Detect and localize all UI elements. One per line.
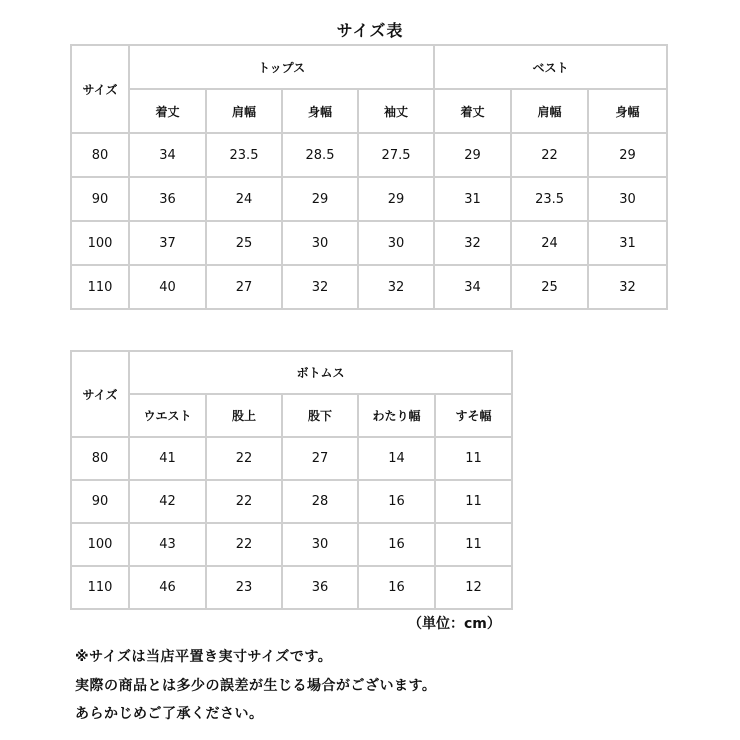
table-cell: 42 xyxy=(129,480,206,523)
size-cell: 90 xyxy=(71,480,129,523)
size-cell: 80 xyxy=(71,133,129,177)
vest-group-header: ベスト xyxy=(434,45,667,89)
table-cell: 32 xyxy=(434,221,511,265)
table-row xyxy=(71,437,512,480)
table-cell: 43 xyxy=(129,523,206,566)
column-header: 肩幅 xyxy=(511,89,588,133)
column-header: わたり幅 xyxy=(358,394,435,437)
column-header: すそ幅 xyxy=(435,394,512,437)
table-cell: 36 xyxy=(282,566,358,609)
table-cell: 32 xyxy=(358,265,434,309)
table-cell: 16 xyxy=(358,566,435,609)
table-cell: 30 xyxy=(358,221,434,265)
column-header: 袖丈 xyxy=(358,89,434,133)
table-cell: 25 xyxy=(511,265,588,309)
table-cell: 28 xyxy=(282,480,358,523)
table-cell: 24 xyxy=(511,221,588,265)
table-cell: 29 xyxy=(358,177,434,221)
table-row xyxy=(71,480,512,523)
size-header: サイズ xyxy=(71,45,129,133)
table-cell: 36 xyxy=(129,177,206,221)
table-cell: 14 xyxy=(358,437,435,480)
table-cell: 22 xyxy=(206,523,282,566)
table-cell: 34 xyxy=(434,265,511,309)
table-cell: 27 xyxy=(206,265,282,309)
table-cell: 23 xyxy=(206,566,282,609)
table-cell: 32 xyxy=(282,265,358,309)
note-line: あらかじめご了承ください。 xyxy=(75,706,264,722)
table-cell: 28.5 xyxy=(282,133,358,177)
table-cell: 30 xyxy=(282,221,358,265)
column-header: ウエスト xyxy=(129,394,206,437)
table-row xyxy=(71,133,667,177)
table-cell: 12 xyxy=(435,566,512,609)
note-line: ※サイズは当店平置き実寸サイズです。 xyxy=(75,649,333,665)
table-row xyxy=(71,221,667,265)
table-row xyxy=(71,566,512,609)
table-cell: 11 xyxy=(435,480,512,523)
table-cell: 22 xyxy=(206,480,282,523)
table-cell: 22 xyxy=(206,437,282,480)
page-title: サイズ表 xyxy=(336,21,404,40)
table-cell: 30 xyxy=(282,523,358,566)
table-cell: 32 xyxy=(588,265,667,309)
table-cell: 41 xyxy=(129,437,206,480)
tops-vest-size-table xyxy=(70,44,668,310)
size-header: サイズ xyxy=(71,351,129,437)
size-cell: 90 xyxy=(71,177,129,221)
column-header: 身幅 xyxy=(282,89,358,133)
table-row xyxy=(71,523,512,566)
column-header: 身幅 xyxy=(588,89,667,133)
bottoms-size-table xyxy=(70,350,513,610)
table-cell: 37 xyxy=(129,221,206,265)
column-header: 肩幅 xyxy=(206,89,282,133)
unit-label: （単位：cm） xyxy=(408,616,501,632)
table-cell: 23.5 xyxy=(511,177,588,221)
table-cell: 30 xyxy=(588,177,667,221)
table-row xyxy=(71,265,667,309)
table-cell: 27.5 xyxy=(358,133,434,177)
table-cell: 46 xyxy=(129,566,206,609)
size-cell: 110 xyxy=(71,265,129,309)
table-cell: 16 xyxy=(358,523,435,566)
table-row xyxy=(71,177,667,221)
table-cell: 27 xyxy=(282,437,358,480)
table-cell: 29 xyxy=(282,177,358,221)
bottoms-group-header: ボトムス xyxy=(129,351,512,394)
size-cell: 110 xyxy=(71,566,129,609)
table-cell: 34 xyxy=(129,133,206,177)
column-header: 着丈 xyxy=(129,89,206,133)
size-cell: 80 xyxy=(71,437,129,480)
column-header: 着丈 xyxy=(434,89,511,133)
column-header: 股下 xyxy=(282,394,358,437)
size-cell: 100 xyxy=(71,523,129,566)
note-line: 実際の商品とは多少の誤差が生じる場合がございます。 xyxy=(75,678,437,694)
table-cell: 16 xyxy=(358,480,435,523)
column-header: 股上 xyxy=(206,394,282,437)
tops-group-header: トップス xyxy=(129,45,434,89)
table-cell: 25 xyxy=(206,221,282,265)
table-cell: 24 xyxy=(206,177,282,221)
table-cell: 11 xyxy=(435,437,512,480)
table-cell: 11 xyxy=(435,523,512,566)
table-cell: 31 xyxy=(434,177,511,221)
table-cell: 40 xyxy=(129,265,206,309)
table-cell: 31 xyxy=(588,221,667,265)
table-cell: 29 xyxy=(434,133,511,177)
table-cell: 22 xyxy=(511,133,588,177)
table-cell: 23.5 xyxy=(206,133,282,177)
table-cell: 29 xyxy=(588,133,667,177)
size-cell: 100 xyxy=(71,221,129,265)
